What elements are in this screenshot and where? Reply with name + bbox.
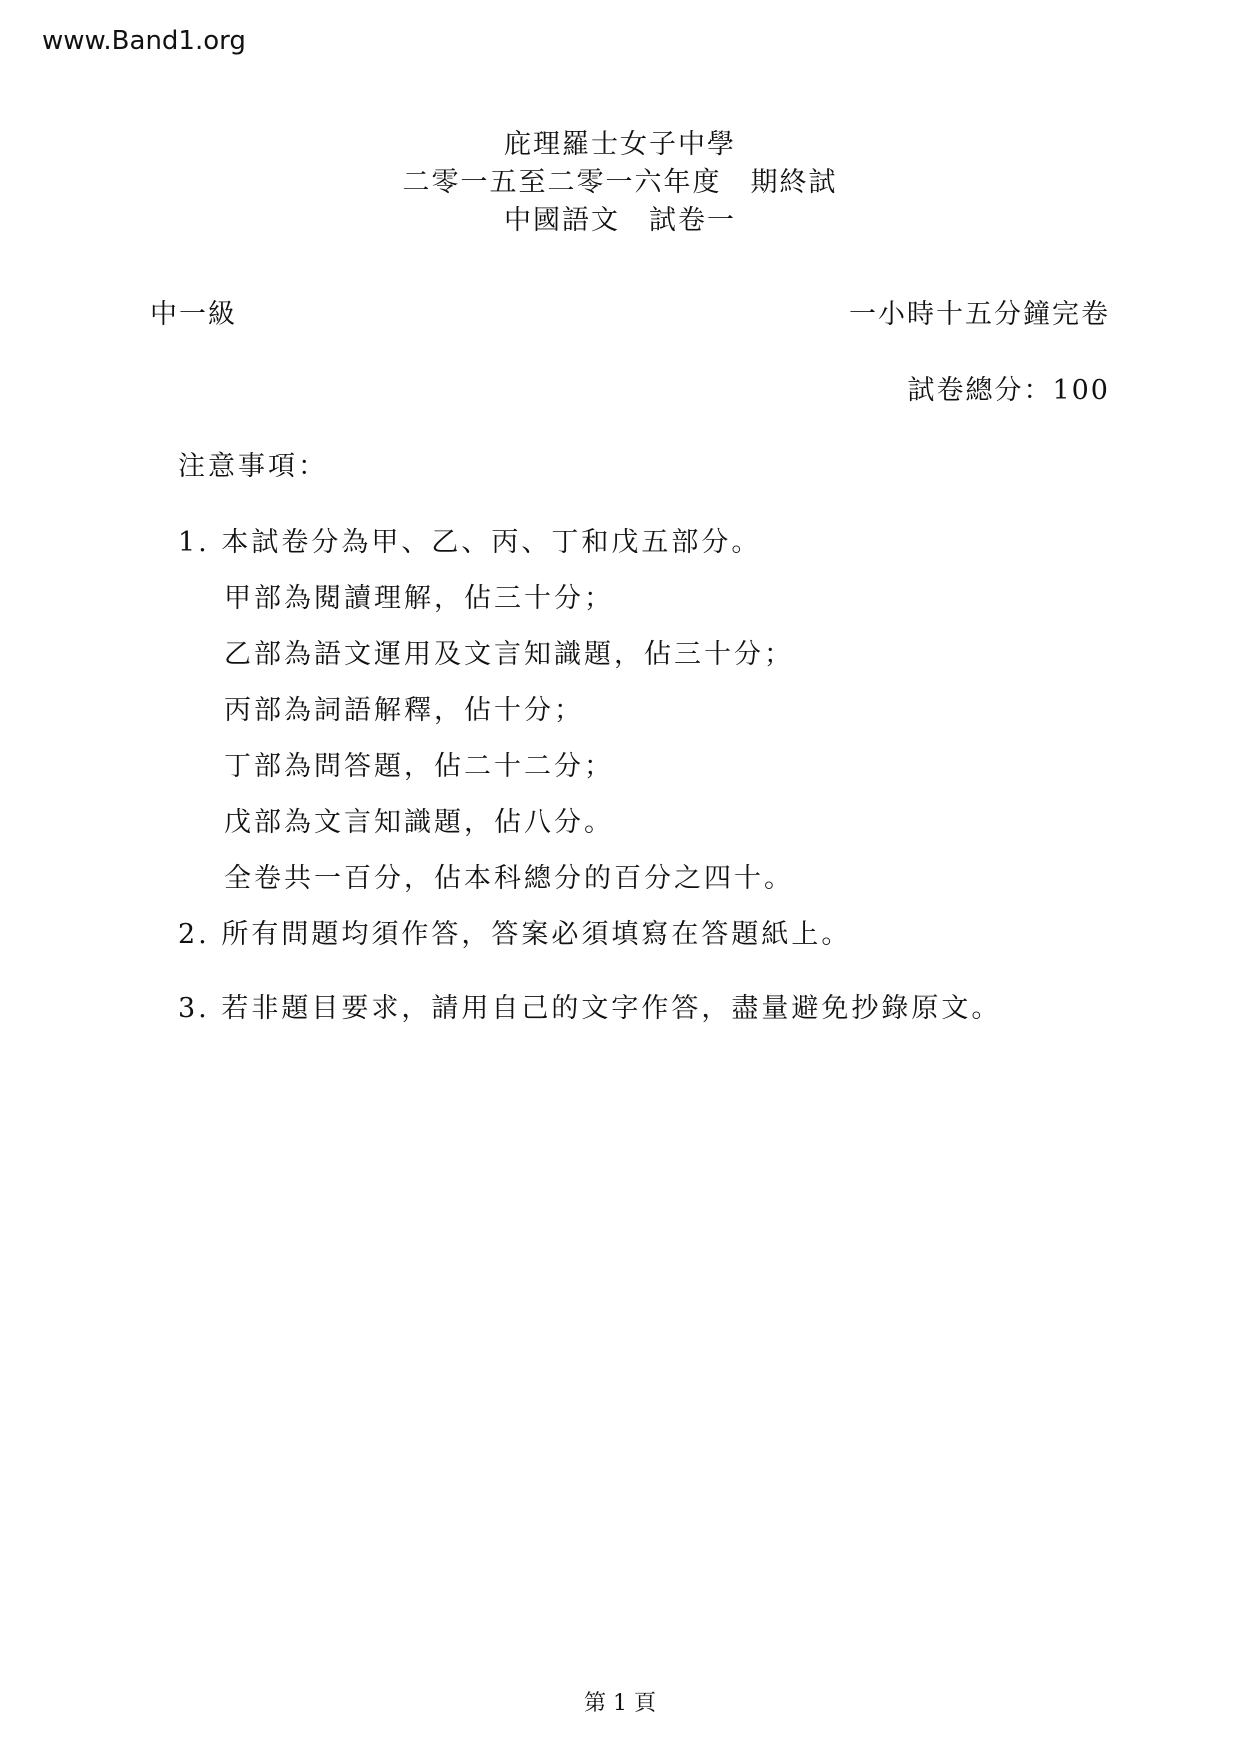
grade-label: 中一級 [150, 299, 237, 330]
note-sub-item: 全卷共一百分，佔本科總分的百分之四十。 [224, 863, 794, 894]
school-name: 庇理羅士女子中學 [504, 129, 736, 160]
exam-header [0, 126, 1240, 240]
subject-paper: 中國語文 試卷一 [504, 205, 736, 236]
watermark-url: www.Band1.org [42, 26, 246, 56]
note-item-1: 1. 本試卷分為甲、乙、丙、丁和戊五部分。 [178, 527, 762, 558]
note-item-2: 2. 所有問題均須作答，答案必須填寫在答題紙上。 [178, 919, 852, 950]
note-item-3: 3. 若非題目要求，請用自己的文字作答，盡量避免抄錄原文。 [178, 993, 1002, 1024]
duration-label: 一小時十五分鐘完卷 [849, 299, 1110, 330]
note-sub-item: 戊部為文言知識題，佔八分。 [224, 807, 614, 838]
exam-year: 二零一五至二零一六年度 期終試 [402, 167, 838, 198]
notes-title: 注意事項： [178, 451, 328, 482]
note-sub-item: 丁部為問答題，佔二十二分； [224, 751, 614, 782]
note-sub-item: 甲部為閱讀理解，佔三十分； [224, 583, 614, 614]
total-marks: 試卷總分：100 [907, 375, 1110, 406]
note-sub-item: 乙部為語文運用及文言知識題，佔三十分； [224, 639, 794, 670]
page-number: 第 1 頁 [584, 1691, 656, 1716]
note-sub-item: 丙部為詞語解釋，佔十分； [224, 695, 584, 726]
